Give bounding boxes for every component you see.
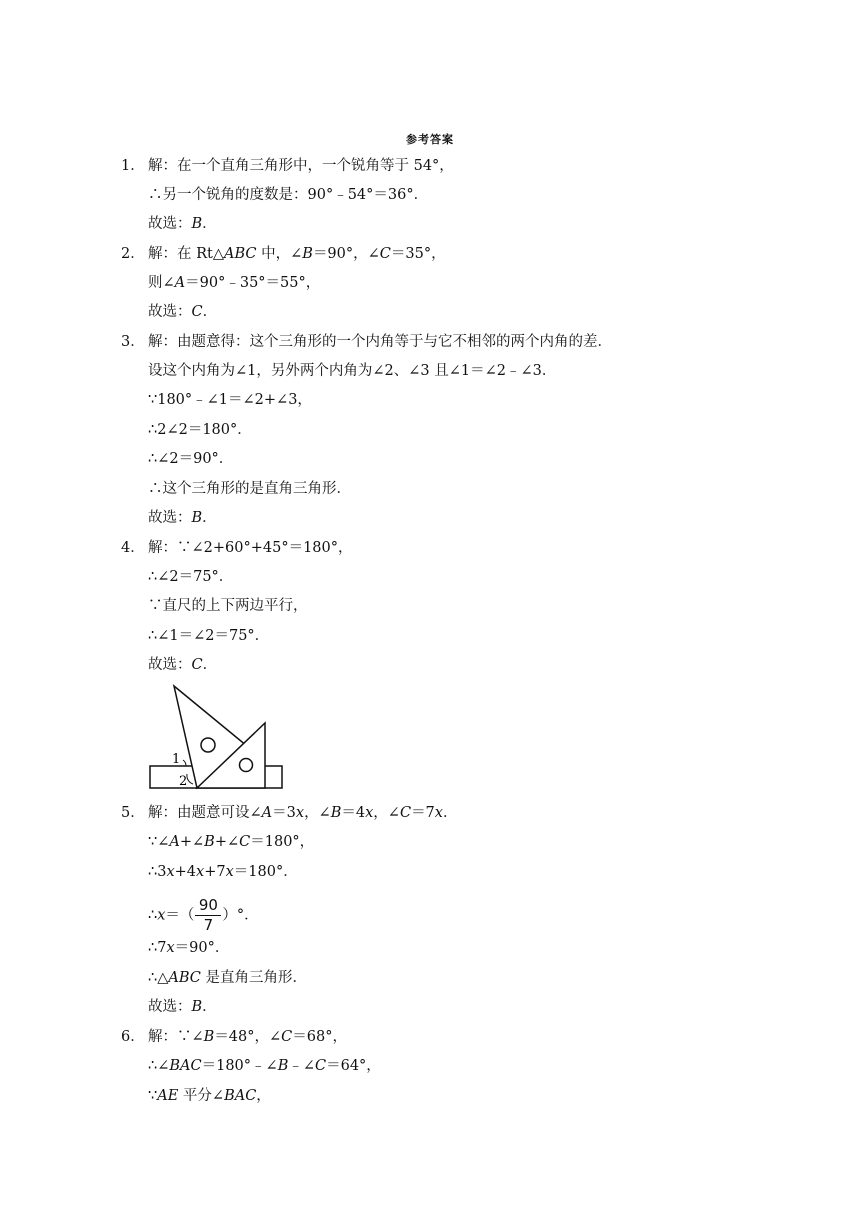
answer-4-line-3: ∵直尺的上下两边平行，: [148, 598, 308, 614]
answer-2-line-2: 则∠A＝90°﹣35°＝55°，: [148, 275, 321, 291]
answer-3-line-6: ∴这个三角形的是直角三角形．: [148, 481, 351, 497]
answer-6-line-1: 6． 解：∵∠B＝48°，∠C＝68°，: [121, 1029, 347, 1045]
answer-5-line-4: ∴x＝（ $\frac{90}{7}$ ）°．: [148, 896, 259, 934]
answer-4-line-1: 4． 解：∵∠2+60°+45°＝180°，: [121, 540, 353, 556]
answer-6-number: 6．: [121, 1029, 145, 1045]
answer-5-number: 5．: [121, 805, 145, 821]
answer-6-line-3: ∵AE 平分∠BAC，: [148, 1088, 271, 1104]
set-square-left-hole: [201, 738, 215, 752]
answer-3-line-1: 3． 解：由题意得：这个三角形的一个内角等于与它不相邻的两个内角的差．: [121, 334, 612, 350]
answer-4-line-4: ∴∠1＝∠2＝75°．: [148, 628, 270, 644]
ruler-set-square-figure: [147, 684, 287, 790]
answer-3-line-4: ∴2∠2＝180°．: [148, 422, 252, 438]
answer-3-line-2: 设这个内角为∠1，另外两个内角为∠2、∠3 且∠1＝∠2﹣∠3．: [148, 363, 557, 379]
set-square-right-hole: [240, 759, 253, 772]
answer-3-number: 3．: [121, 334, 145, 350]
answer-5-line-6: ∴△ABC 是直角三角形．: [148, 970, 307, 986]
angle-2-label: 2: [179, 774, 188, 789]
answer-1-text: 解：在一个直角三角形中，一个锐角等于 54°，: [148, 158, 454, 174]
answer-4-line-2: ∴∠2＝75°．: [148, 569, 234, 585]
answer-5-line-5: ∴7x＝90°．: [148, 940, 230, 956]
angle-1-label: 1: [172, 752, 181, 767]
answer-5-choice: 故选：B．: [148, 999, 217, 1015]
fraction-numerator: 90: [198, 896, 218, 914]
answer-3-line-3: ∵180°﹣∠1＝∠2+∠3，: [148, 392, 312, 408]
answer-1-number: 1．: [121, 158, 145, 174]
answer-3-choice: 故选：B．: [148, 510, 217, 526]
fraction-denominator: 7: [203, 916, 214, 934]
answer-4-number: 4．: [121, 540, 145, 556]
answer-1-line-2: ∴另一个锐角的度数是：90°﹣54°＝36°．: [148, 187, 429, 203]
answer-2-number: 2．: [121, 246, 145, 262]
answer-2-choice: 故选：C．: [148, 304, 218, 320]
answer-3-line-5: ∴∠2＝90°．: [148, 451, 234, 467]
answer-1-choice: 故选：B．: [148, 216, 217, 232]
angle-1-arc: [183, 760, 186, 766]
page-title: 参考答案: [406, 133, 454, 146]
answer-1-line-1: [121, 156, 454, 176]
answer-5-line-1: 5． 解：由题意可设∠A＝3x，∠B＝4x，∠C＝7x．: [121, 805, 458, 821]
answer-6-line-2: ∴∠BAC＝180°﹣∠B﹣∠C＝64°，: [148, 1058, 381, 1074]
answer-2-line-1: 2． 解：在 Rt△ABC 中，∠B＝90°，∠C＝35°，: [121, 246, 446, 262]
answer-5-line-2: ∵∠A+∠B+∠C＝180°，: [148, 834, 315, 850]
answer-5-line-3: ∴3x+4x+7x＝180°．: [148, 864, 298, 880]
answer-4-choice: 故选：C．: [148, 657, 218, 673]
fraction: [195, 897, 221, 934]
